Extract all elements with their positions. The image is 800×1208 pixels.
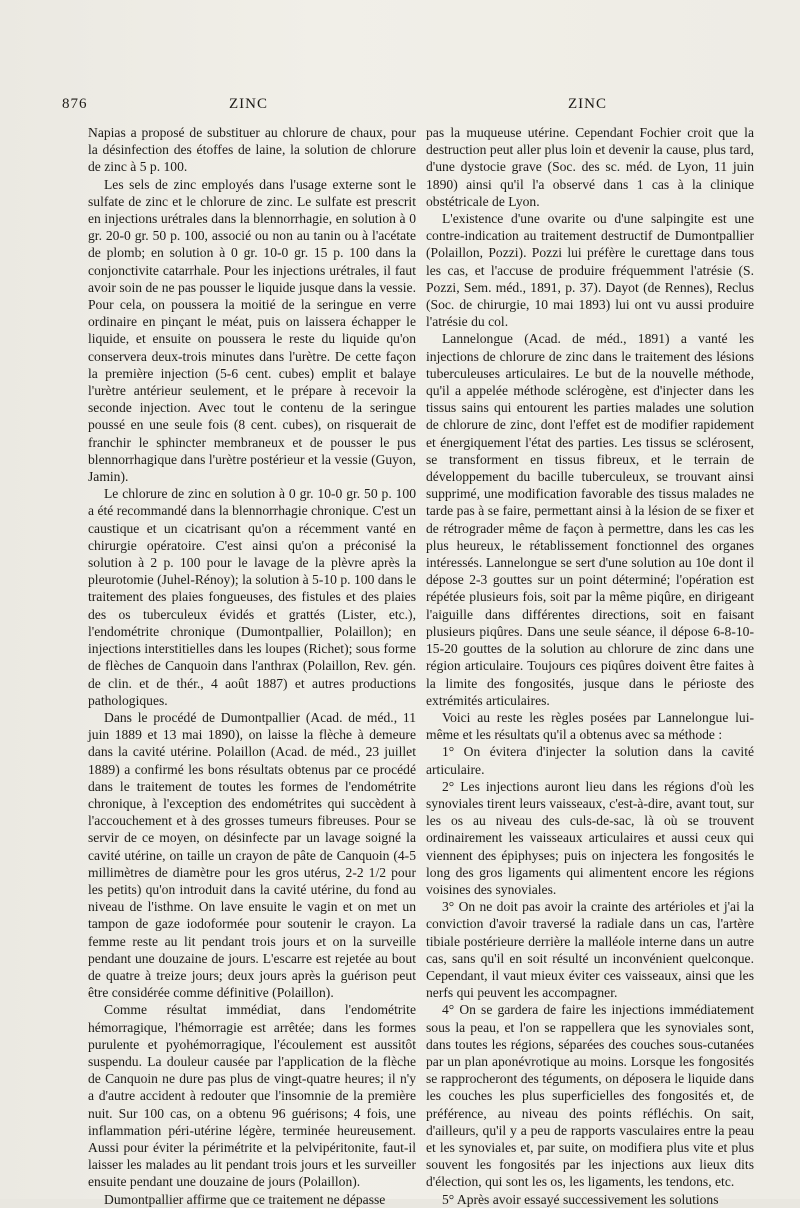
paragraph: pas la muqueuse utérine. Cependant Fochier croit que la destruction peut aller plus loin et devenir la cause, plus tard, d'une dystocie grave (Soc. des sc. méd. de Lyon, 11 juin 1890) ainsi qu'il l'a observé dans 1 cas à la clinique obstétricale de Lyon. xyxy=(426,125,754,209)
paragraph: 3° On ne doit pas avoir la crainte des artérioles et j'ai la conviction d'avoir traversé la radiale dans un cas, l'artère tibiale postérieure derrière la malléole interne dans un autre cas, sans qu'il en soit résulté un inconvénient quelconque. Cependant, il vaut mieux éviter ces vaisseaux, ainsi que les nerfs qui peuvent les accompagner. xyxy=(426,899,754,1001)
paragraph: 1° On évitera d'injecter la solution dans la cavité articulaire. xyxy=(426,744,754,777)
paragraph: 2° Les injections auront lieu dans les régions d'où les synoviales tirent leurs vaisseaux, c'est-à-dire, avant tout, sur les os au niveau des culs-de-sac, là où se trouvent ordinairement les vaisseaux articulaires et aussi ceux qui viennent des épiphyses; puis on injectera les fongosités le long des gros ligaments qui alimentent encore les régions voisines des synoviales. xyxy=(426,778,754,897)
paragraph: 5° Après avoir essayé successivement les solutions xyxy=(442,1191,719,1207)
running-head-right: ZINC xyxy=(568,96,607,112)
paragraph: Comme résultat immédiat, dans l'endométrite hémorragique, l'hémorragie est arrêtée; dans les formes purulente et pyohémorragique, l'écoulement est aussitôt suspendu. La douleur causée par l'application de la flèche de Canquoin ne dure pas plus de vingt-quatre heures; il n'y a d'autre accident à redouter que l'insomnie de la première nuit. Sur 100 cas, on a obtenu 96 guérisons; 4 fois, une inflammation péri-utérine légère, terminée heureusement. Aussi pour éviter la périmétrite et la pelvipéritonite, faut-il laisser les malades au lit pendant trois jours et les surveiller ensuite pendant une douzaine de jours (Polaillon). xyxy=(88,1002,416,1190)
paragraph: Napias a proposé de substituer au chlorure de chaux, pour la désinfection des étoffes de laine, la solution de chlorure de zinc à 5 p. 100. xyxy=(88,125,416,175)
page-number: 876 xyxy=(62,96,88,112)
paragraph: L'existence d'une ovarite ou d'une salpingite est une contre-indication au traitement destructif de Dumontpallier (Polaillon, Pozzi). Pozzi lui préfère le curettage dans tous les cas, et l'accuse de produire fréquemment l'atrésie (S. Pozzi, Sem. méd., 1891, p. 37). Dayot (de Rennes), Reclus (Soc. de chirurgie, 10 mai 1893) lui ont vu aussi produire l'atrésie du col. xyxy=(426,211,754,330)
paragraph: Le chlorure de zinc en solution à 0 gr. 10-0 gr. 50 p. 100 a été recommandé dans la blennorrhagie chronique. C'est un caustique et un cicatrisant qu'on a récemment vanté en chirurgie opératoire. C'est ainsi qu'on a préconisé la solution à 2 p. 100 pour le lavage de la plèvre après la pleurotomie (Juhel-Rénoy); la solution à 5-10 p. 100 dans le traitement des plaies fongueuses, des fistules et des plaies des os tuberculeux évidés et grattés (Lister, etc.), l'endométrite chronique (Dumontpallier, Polaillon); en injections interstitielles dans les loupes (Richet); sous forme de flèches de Canquoin dans l'anthrax (Polaillon, Rev. gén. de clin. et de thér., 4 août 1887) et autres productions pathologiques. xyxy=(88,486,416,708)
right-column xyxy=(426,124,754,1208)
paragraph: Les sels de zinc employés dans l'usage externe sont le sulfate de zinc et le chlorure de zinc. Le sulfate est prescrit en injections urétrales dans la blennorrhagie, en solution à 0 gr. 20-0 gr. 50 p. 100, associé ou non au tanin ou à l'acétate de plomb; en solution à 0 gr. 10-0 gr. 15 p. 100 dans la conjonctivite catarrhale. Pour les injections urétrales, il faut avoir soin de ne pas pousser le liquide jusque dans la vessie. Pour cela, on poussera la moitié de la seringue en verre ordinaire en pinçant le méat, puis on laissera échapper le liquide, et ensuite on poussera le reste du liquide qu'on conservera deux-trois minutes dans l'urètre. De cette façon la première injection (5-6 cent. cubes) emplit et balaye l'urètre antérieur seulement, et le prépare à recevoir la seconde injection. Avec tout le contenu de la seringue poussé en une seule fois (8 cent. cubes), on risquerait de franchir le sphincter membraneux et de pousser le pus blennorrhagique dans l'urètre postérieur et la vessie (Guyon, Jamin). xyxy=(88,176,416,485)
paragraph: Lannelongue (Acad. de méd., 1891) a vanté les injections de chlorure de zinc dans le traitement des lésions tuberculeuses articulaires. Le but de la nouvelle méthode, qu'il a appelée méthode sclérogène, est d'injecter dans les tissus sains qui entourent les parties malades une solution de chlorure de zinc, dont l'effet est de modifier rapidement et énergiquement l'état des parties. Les tissus se sclérosent, se transforment en tissus fibreux, et le terrain de développement du bacille tuberculeux, se trouvant ainsi supprimé, une modification favorable des tissus malades ne tarde pas à se faire, permettant ainsi à la lésion de se fixer et de rétrograder même de façon à permettre, dans les cas les plus heureux, le rétablissement fonctionnel des organes intéressés. Lannelongue se sert d'une solution au 10e dont il dépose 2-3 gouttes sur un point déterminé; l'opération est répétée plusieurs fois, soit par la même piqûre, en dirigeant l'aiguille dans différentes directions, soit en faisant plusieurs piqûres. Dans une seule séance, il dépose 6-8-10-15-20 gouttes de la solution au chlorure de zinc dans une région articulaire. Toujours ces piqûres doivent être faites à la limite des fongosités, jusque dans le périoste des extrémités articulaires. xyxy=(426,331,754,708)
paragraph: Voici au reste les règles posées par Lannelongue lui-même et les résultats qu'il a obtenus avec sa méthode : xyxy=(426,709,754,743)
left-column xyxy=(88,124,416,1208)
paragraph: Dans le procédé de Dumontpallier (Acad. de méd., 11 juin 1889 et 13 mai 1890), on laisse la flèche à demeure dans la cavité utérine. Polaillon (Acad. de méd., 23 juillet 1889) a confirmé les bons résultats obtenus par ce procédé dans le traitement de toutes les formes de l'endométrite chronique, à l'exception des endométrites qui succèdent à l'accouchement et à des grosses tumeurs fibreuses. Pour se servir de ce moyen, on désinfecte par un lavage soigné la cavité utérine, on taille un crayon de pâte de Canquoin (4-5 millimètres de diamètre pour les gros utérus, 2-2 1/2 pour les petits) qu'on introduit dans la cavité utérine, du fond au niveau de l'isthme. On lave ensuite le vagin et on met un tampon de gaze iodoformée pour soutenir le crayon. La femme reste au lit pendant trois jours et on la surveille pendant une douzaine de jours. L'escarre est rejetée au bout de quatre à treize jours; deux jours après la guérison peut être considérée comme définitive (Polaillon). xyxy=(88,709,416,1001)
running-head-left: ZINC xyxy=(229,96,268,112)
paragraph: 4° On se gardera de faire les injections immédiatement sous la peau, et l'on se rappellera que les synoviales sont, dans toutes les régions, séparées des couches sous-cutanées par un plan aponévrotique au moins. Lorsque les fongosités se rapprocheront des téguments, on déposera le liquide dans les couches les plus superficielles des fongosités et, de préférence, au niveau des points réfléchis. On sait, d'ailleurs, qu'il y a peu de rapports vasculaires entre la peau et les synoviales et, par suite, on modifiera plus vite et plus souvent les fongosités par les injections aux lieux dits d'élection, qui sont les os, les ligaments, les tendons, etc. xyxy=(426,1002,754,1190)
paragraph: Dumontpallier affirme que ce traitement ne dépasse xyxy=(104,1191,386,1207)
